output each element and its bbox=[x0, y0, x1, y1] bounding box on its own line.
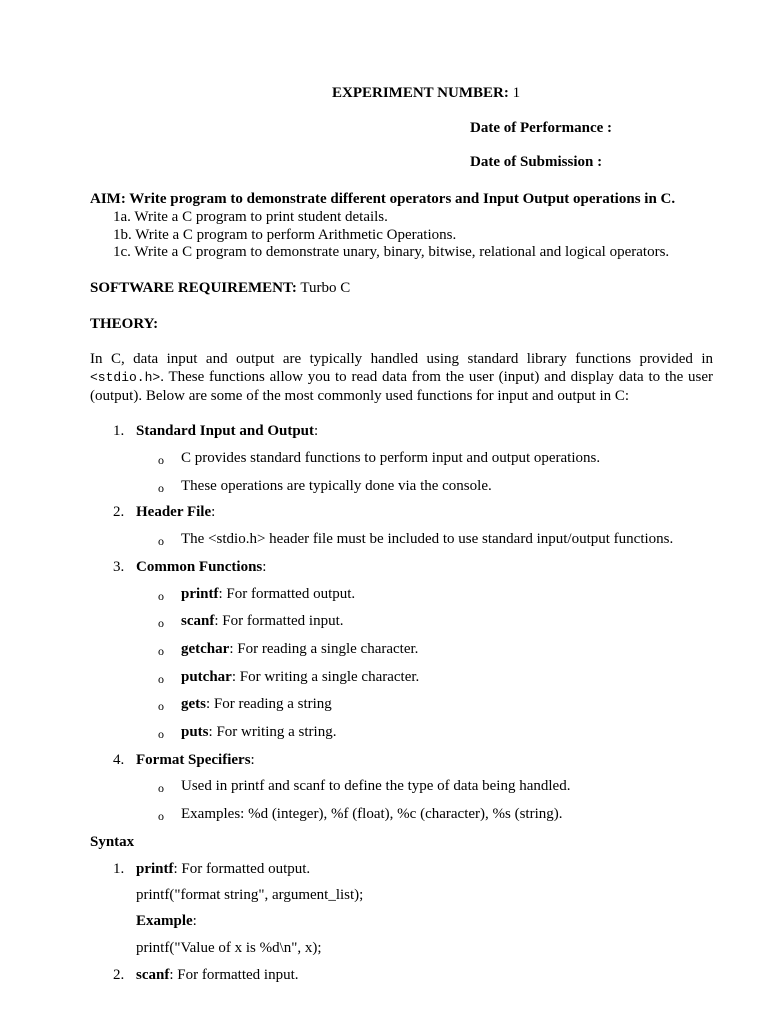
syntax-item-printf: printf: For formatted output. bbox=[136, 861, 311, 877]
bullet-marker: o bbox=[158, 727, 164, 741]
bullet-marker: o bbox=[158, 616, 164, 630]
syntax-item-scanf: scanf: For formatted input. bbox=[136, 967, 299, 983]
list-item-getchar: getchar: For reading a single character. bbox=[181, 641, 419, 657]
list-item-scanf: scanf: For formatted input. bbox=[181, 613, 344, 629]
software-label: SOFTWARE REQUIREMENT: bbox=[90, 280, 297, 296]
bullet-marker: o bbox=[158, 644, 164, 658]
section-title: Format Specifiers: bbox=[136, 752, 255, 768]
experiment-value: 1 bbox=[512, 85, 521, 101]
section-title: Common Functions: bbox=[136, 559, 267, 575]
bullet-marker: o bbox=[158, 589, 164, 603]
list-item: Examples: %d (integer), %f (float), %c (character), %s (string). bbox=[181, 806, 563, 822]
list-item-putchar: putchar: For writing a single character. bbox=[181, 669, 420, 685]
bullet-marker: o bbox=[158, 672, 164, 686]
syntax-heading: Syntax bbox=[90, 834, 135, 850]
bullet-marker: o bbox=[158, 481, 164, 495]
theory-heading: THEORY: bbox=[90, 316, 159, 332]
experiment-number bbox=[332, 84, 520, 102]
section-number: 3. bbox=[113, 559, 125, 575]
aim-item-1c: 1c. Write a C program to demonstrate unary, binary, bitwise, relational and logical operators. bbox=[113, 244, 670, 260]
list-item: Used in printf and scanf to define the type of data being handled. bbox=[181, 778, 571, 794]
section-number: 1. bbox=[113, 423, 125, 439]
aim-item-1a: 1a. Write a C program to print student details. bbox=[113, 209, 388, 225]
bullet-marker: o bbox=[158, 699, 164, 713]
list-item: C provides standard functions to perform input and output operations. bbox=[181, 450, 601, 466]
bullet-marker: o bbox=[158, 781, 164, 795]
software-value: Turbo C bbox=[300, 280, 351, 296]
printf-syntax-code: printf("format string", argument_list); bbox=[136, 887, 364, 903]
list-item: These operations are typically done via the console. bbox=[181, 478, 492, 494]
aim-item-1b: 1b. Write a C program to perform Arithmetic Operations. bbox=[113, 227, 457, 243]
list-item-puts: puts: For writing a string. bbox=[181, 724, 337, 740]
section-title: Standard Input and Output: bbox=[136, 423, 319, 439]
bullet-marker: o bbox=[158, 453, 164, 467]
syntax-number: 2. bbox=[113, 967, 125, 983]
date-of-performance: Date of Performance : bbox=[470, 120, 613, 136]
list-item: The <stdio.h> header file must be included to use standard input/output functions. bbox=[181, 531, 674, 547]
software-requirement bbox=[90, 279, 350, 297]
printf-example-code: printf("Value of x is %d\n", x); bbox=[136, 940, 322, 956]
theory-intro: In C, data input and output are typically handled using standard library functions provided in <stdio.h>. These functions allow you to read data from the user (input) and display data to the user (output). Below are some of the most commonly used functions for input and output in C: bbox=[90, 351, 713, 404]
stdio-code: <stdio.h> bbox=[90, 370, 161, 385]
list-item-printf: printf: For formatted output. bbox=[181, 586, 356, 602]
aim-heading: AIM: Write program to demonstrate different operators and Input Output operations in C. bbox=[90, 191, 676, 207]
experiment-label: EXPERIMENT NUMBER: bbox=[332, 85, 509, 101]
example-label: Example: bbox=[136, 913, 197, 929]
section-title: Header File: bbox=[136, 504, 216, 520]
bullet-marker: o bbox=[158, 534, 164, 548]
list-item-gets: gets: For reading a string bbox=[181, 696, 332, 712]
section-number: 2. bbox=[113, 504, 125, 520]
syntax-number: 1. bbox=[113, 861, 125, 877]
bullet-marker: o bbox=[158, 809, 164, 823]
section-number: 4. bbox=[113, 752, 125, 768]
date-of-submission: Date of Submission : bbox=[470, 154, 603, 170]
